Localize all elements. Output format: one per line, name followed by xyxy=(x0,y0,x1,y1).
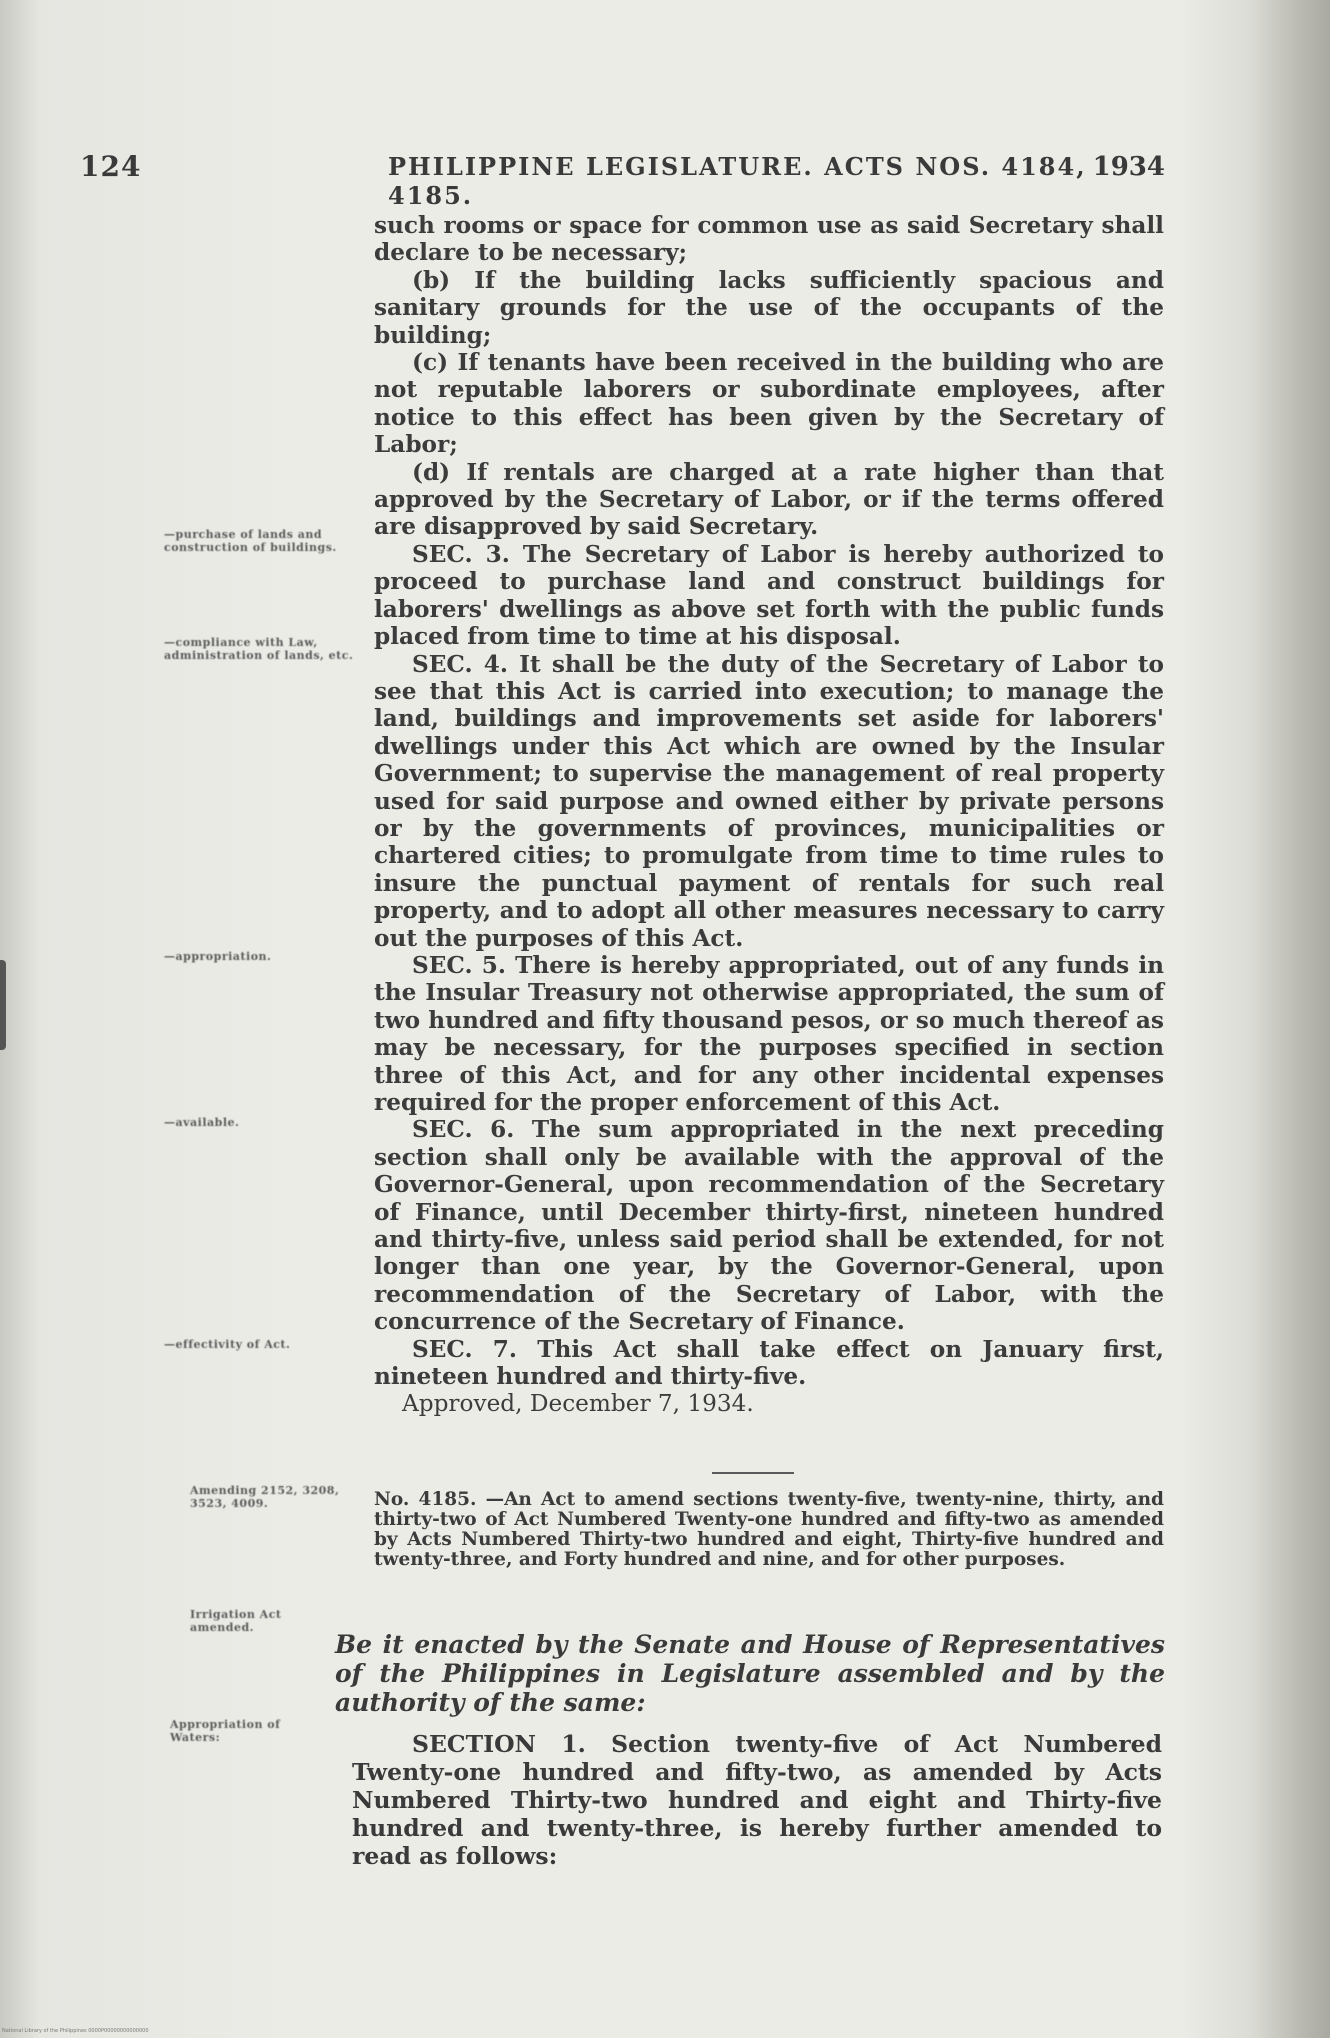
section-7 xyxy=(374,1336,1164,1391)
section-1-paragraph xyxy=(352,1730,1162,1870)
approved-date: Approved, December 7, 1934. xyxy=(402,1390,754,1418)
section-label: SEC. 5. xyxy=(412,951,506,979)
body-text xyxy=(374,212,1164,1418)
binding-shadow xyxy=(0,960,6,1050)
section-text: Section twenty-five of Act Numbered Twenty-one hundred and fifty-two, as amended by Acts Numbered Thirty-two hundred and eight and Thirty-five hundred and twenty-three, is hereby further amended to read as follows: xyxy=(352,1730,1162,1870)
section-divider xyxy=(712,1472,794,1474)
running-head: PHILIPPINE LEGISLATURE. ACTS NOS. 4184, 4185. xyxy=(388,152,1087,210)
margin-note-compliance: —compliance with Law, administration of lands, etc. xyxy=(164,636,354,662)
section-6 xyxy=(374,1116,1164,1335)
paragraph: (b) If the building lacks sufficiently spacious and sanitary grounds for the use of the occupants of the building; xyxy=(374,266,1164,349)
margin-note-appropriation: —appropriation. xyxy=(164,950,272,963)
act-title: —An Act to amend sections twenty-five, twenty-nine, thirty, and thirty-two of Act Numbered Twenty-one hundred and fifty-two as amended by Acts Numbered Thirty-two hundred and eight, Thirty-five hundred and twenty-three, and Forty hundred and nine, and for other purposes. xyxy=(374,1489,1164,1570)
margin-note-available: —available. xyxy=(164,1116,240,1129)
section-label: SEC. 7. xyxy=(412,1335,517,1363)
page-header xyxy=(80,150,1165,210)
section-4 xyxy=(374,651,1164,952)
section-3 xyxy=(374,541,1164,651)
enacting-clause: Be it enacted by the Senate and House of Representatives of the Philippines in Legislature assembled and by the authority of the same: xyxy=(335,1630,1165,1717)
margin-note-irrigation: Irrigation Act amended. xyxy=(190,1608,282,1634)
section-5 xyxy=(374,952,1164,1116)
paragraph: (c) If tenants have been received in the building who are not reputable laborers or subordinate employees, after notice to this effect has been given by the Secretary of Labor; xyxy=(374,349,1164,459)
section-label: SEC. 6. xyxy=(412,1116,515,1144)
paragraph: such rooms or space for common use as said Secretary shall declare to be necessary; xyxy=(374,212,1164,267)
scan-footer: National Library of the Philippines 0000P00000000000000 xyxy=(2,2028,149,2034)
act-number: No. 4185. xyxy=(374,1489,477,1510)
section-label: SECTION 1. xyxy=(412,1730,586,1758)
act-4185-heading xyxy=(374,1490,1164,1570)
section-label: SEC. 4. xyxy=(412,650,508,678)
section-text: It shall be the duty of the Secretary of Labor to see that this Act is carried into execution; to manage the land, buildings and improvements set aside for laborers' dwellings under this Act which are owned by the Insular Government; to supervise the management of real property used for said purpose and owned either by private persons or by the governments of provinces, municipalities or chartered cities; to promulgate from time to time rules to insure the punctual payment of rentals for such real property, and to adopt all other measures necessary to carry out the purposes of this Act. xyxy=(374,650,1164,952)
section-text: The Secretary of Labor is hereby authorized to proceed to purchase land and construct buildings for laborers' dwellings as above set forth with the public funds placed from time to time at his disposal. xyxy=(374,540,1164,651)
header-year: 1934 xyxy=(1092,152,1165,182)
paragraph: (d) If rentals are charged at a rate higher than that approved by the Secretary of Labor, or if the terms offered are disapproved by said Secretary. xyxy=(374,458,1164,541)
section-text: There is hereby appropriated, out of any funds in the Insular Treasury not otherwise appropriated, the sum of two hundred and fifty thousand pesos, or so much thereof as may be necessary, for the purposes specified in section three of this Act, and for any other incidental expenses required for the proper enforcement of this Act. xyxy=(374,951,1164,1116)
margin-note-amending: Amending 2152, 3208, 3523, 4009. xyxy=(190,1484,340,1510)
margin-note-purchase: —purchase of lands and construction of buildings. xyxy=(164,528,337,554)
act-4185-section-1 xyxy=(352,1730,1162,1870)
section-label: SEC. 3. xyxy=(412,540,510,568)
section-text: The sum appropriated in the next preceding section shall only be available with the approval of the Governor-General, upon recommendation of the Secretary of Finance, until December thirty-first, nineteen hundred and thirty-five, unless said period shall be extended, for not longer than one year, by the Governor-General, upon recommendation of the Secretary of Labor, with the concurrence of the Secretary of Finance. xyxy=(374,1116,1164,1336)
section-text: This Act shall take effect on January first, nineteen hundred and thirty-five. xyxy=(374,1335,1164,1391)
margin-note-waters: Appropriation of Waters: xyxy=(170,1718,281,1744)
margin-note-effectivity: —effectivity of Act. xyxy=(164,1338,291,1351)
page-number: 124 xyxy=(80,150,142,183)
